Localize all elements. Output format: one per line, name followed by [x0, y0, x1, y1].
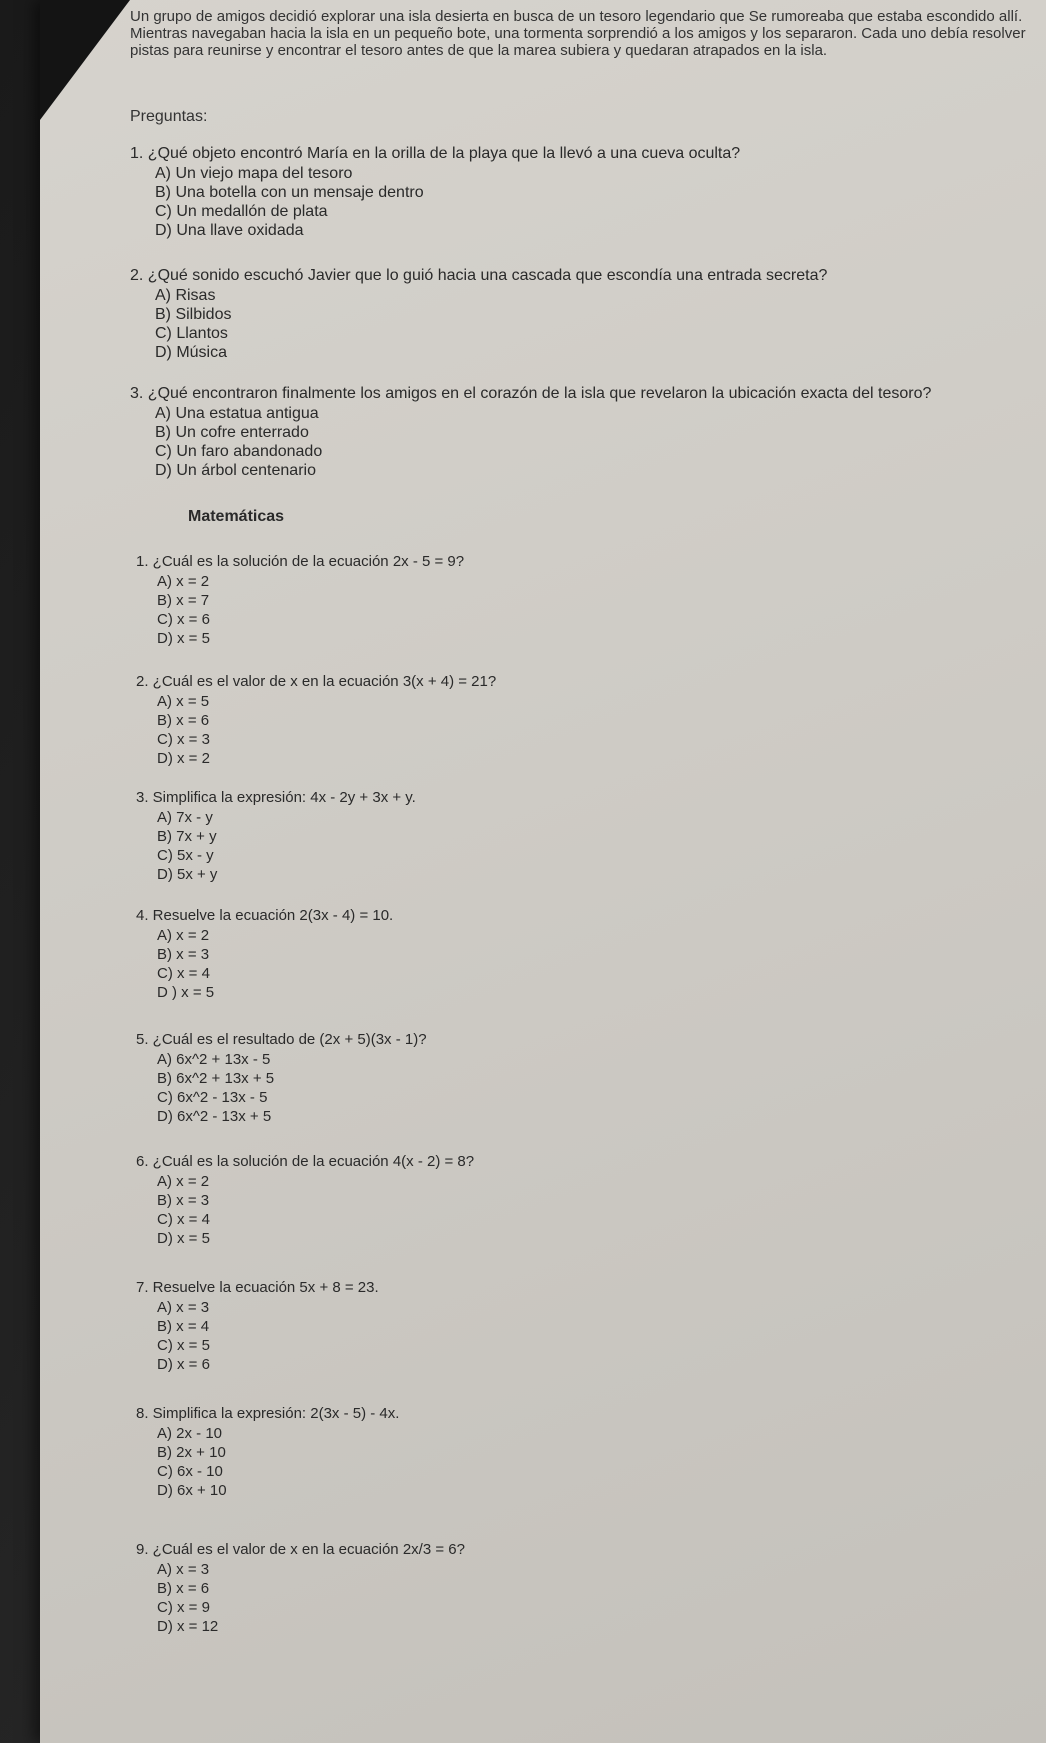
option-b: B) x = 3: [157, 946, 210, 963]
option-b: B) Un cofre enterrado: [155, 424, 309, 441]
option-a: A) x = 2: [157, 1173, 210, 1190]
option-d: D) x = 6: [157, 1356, 210, 1373]
worksheet-page: [40, 0, 1046, 1743]
option-d: D) 6x^2 - 13x + 5: [157, 1108, 272, 1125]
question-text: 7. Resuelve la ecuación 5x + 8 = 23.: [136, 1279, 379, 1296]
reading-question-3: [130, 384, 931, 480]
option-a: A) Un viejo mapa del tesoro: [155, 165, 353, 182]
math-question-8: [136, 1404, 399, 1500]
option-a: A) 6x^2 + 13x - 5: [157, 1051, 271, 1068]
option-b: B) 2x + 10: [157, 1444, 226, 1461]
option-d: D ) x = 5: [157, 984, 215, 1001]
option-c: C) x = 6: [157, 611, 210, 628]
question-text: 4. Resuelve la ecuación 2(3x - 4) = 10.: [136, 907, 394, 924]
option-a: A) x = 3: [157, 1299, 210, 1316]
option-d: D) 5x + y: [157, 866, 218, 883]
math-question-4: [136, 906, 393, 1002]
option-c: C) 6x^2 - 13x - 5: [157, 1089, 268, 1106]
option-a: A) x = 2: [157, 573, 210, 590]
option-b: B) Una botella con un mensaje dentro: [155, 184, 424, 201]
option-c: C) Un medallón de plata: [155, 203, 328, 220]
preguntas-heading: Preguntas:: [130, 108, 208, 125]
option-d: D) x = 5: [157, 1230, 210, 1247]
reading-question-1: [130, 144, 740, 240]
option-a: A) x = 5: [157, 693, 210, 710]
option-c: C) x = 4: [157, 965, 210, 982]
story-intro: Un grupo de amigos decidió explorar una isla desierta en busca de un tesoro legendario que Se rumoreaba que estaba escondido allí. Mientras navegaban hacia la isla en un pequeño bote, una tormenta sorprendió a los amigos y los separaron. Cada uno debía resolver pistas para reunirse y encontrar el tesoro antes de que la marea subiera y quedaran atrapados en la isla.: [130, 8, 1026, 59]
question-text: 9. ¿Cuál es el valor de x en la ecuación 2x/3 = 6?: [136, 1541, 465, 1558]
math-question-1: [136, 552, 464, 648]
question-text: 8. Simplifica la expresión: 2(3x - 5) - 4x.: [136, 1405, 400, 1422]
option-a: A) x = 3: [157, 1561, 210, 1578]
question-text: 1. ¿Qué objeto encontró María en la orilla de la playa que la llevó a una cueva oculta?: [130, 145, 741, 162]
option-b: B) 6x^2 + 13x + 5: [157, 1070, 275, 1087]
question-text: 1. ¿Cuál es la solución de la ecuación 2x - 5 = 9?: [136, 553, 465, 570]
option-c: C) 5x - y: [157, 847, 214, 864]
option-b: B) x = 3: [157, 1192, 210, 1209]
option-a: A) x = 2: [157, 927, 210, 944]
option-c: C) x = 9: [157, 1599, 210, 1616]
option-d: D) x = 12: [157, 1618, 219, 1635]
option-c: C) x = 4: [157, 1211, 210, 1228]
option-a: A) 7x - y: [157, 809, 213, 826]
math-question-7: [136, 1278, 379, 1374]
math-question-3: [136, 788, 416, 884]
option-a: A) Una estatua antigua: [155, 405, 319, 422]
question-text: 2. ¿Qué sonido escuchó Javier que lo guió hacia una cascada que escondía una entrada secreta?: [130, 267, 828, 284]
question-text: 5. ¿Cuál es el resultado de (2x + 5)(3x - 1)?: [136, 1031, 427, 1048]
math-question-5: [136, 1030, 427, 1126]
option-d: D) Un árbol centenario: [155, 462, 316, 479]
math-question-9: [136, 1540, 465, 1636]
question-text: 3. ¿Qué encontraron finalmente los amigos en el corazón de la isla que revelaron la ubicación exacta del tesoro?: [130, 385, 932, 402]
question-text: 3. Simplifica la expresión: 4x - 2y + 3x + y.: [136, 789, 416, 806]
math-section-heading: Matemáticas: [188, 508, 285, 525]
option-d: D) x = 5: [157, 630, 210, 647]
option-c: C) x = 3: [157, 731, 210, 748]
reading-question-2: [130, 266, 827, 362]
option-c: C) Un faro abandonado: [155, 443, 323, 460]
option-d: D) 6x + 10: [157, 1482, 227, 1499]
math-question-6: [136, 1152, 474, 1248]
option-c: C) Llantos: [155, 325, 228, 342]
question-text: 6. ¿Cuál es la solución de la ecuación 4(x - 2) = 8?: [136, 1153, 475, 1170]
option-c: C) 6x - 10: [157, 1463, 223, 1480]
option-b: B) x = 6: [157, 712, 210, 729]
option-b: B) x = 7: [157, 592, 210, 609]
option-a: A) 2x - 10: [157, 1425, 223, 1442]
option-a: A) Risas: [155, 287, 216, 304]
option-b: B) Silbidos: [155, 306, 232, 323]
option-b: B) 7x + y: [157, 828, 217, 845]
question-text: 2. ¿Cuál es el valor de x en la ecuación 3(x + 4) = 21?: [136, 673, 497, 690]
option-d: D) Música: [155, 344, 228, 361]
math-question-2: [136, 672, 496, 768]
option-b: B) x = 6: [157, 1580, 210, 1597]
option-c: C) x = 5: [157, 1337, 210, 1354]
option-d: D) Una llave oxidada: [155, 222, 304, 239]
option-b: B) x = 4: [157, 1318, 210, 1335]
option-d: D) x = 2: [157, 750, 210, 767]
dark-background-corner: [40, 0, 130, 120]
